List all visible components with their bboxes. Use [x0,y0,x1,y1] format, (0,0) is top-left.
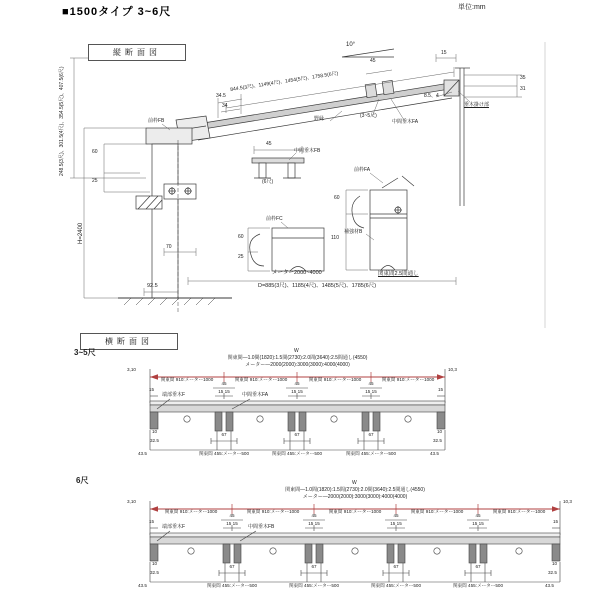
dim-32-5-corner: 32.5 [150,570,159,575]
sub-label-3-5: 3~5尺 [74,348,96,357]
dim-25-left: 25 [92,178,98,184]
label-front-frame-fa: 前枠FA [354,167,371,173]
dim-43-5-corner: 43.5 [430,451,439,456]
w-label-a: W [294,348,299,354]
dim-67: 67 [311,564,317,569]
dim-92-5: 92.5 [147,283,158,289]
segment-label: 関東間 910:メーター1000 [328,509,382,514]
dim-67: 67 [393,564,399,569]
dim-15-pair: 15 15 [472,521,484,526]
dim-60-fa: 60 [334,195,340,201]
dim-15-end: 15 [553,519,559,524]
dim-32-5-corner: 32.5 [433,438,442,443]
label-reinforcement: 補強材B [344,229,363,235]
dim-10-corner: 10 [552,561,558,566]
dim-25-fc: 25 [238,254,244,260]
dim-15-pair: 15 15 [308,521,320,526]
edge-left-a: 3,10 [127,367,136,372]
segment-label: 関東間 910:メーター1000 [381,377,435,382]
page-title: ■1500タイプ 3~6尺 [62,6,172,18]
meter-range: メーター2000~4000 [272,270,322,276]
dim-70: 70 [166,244,172,250]
dim-67: 67 [294,432,300,437]
span-label: 関東間 455:メーター500 [198,451,250,456]
section-box-longitudinal: 縦断面図 [88,44,186,61]
span-label: 関東間 455:メーター500 [271,451,323,456]
dim-15-pair: 15 15 [226,521,238,526]
dim-10-corner: 10 [152,429,158,434]
label-mid-rafter-fa: 中間垂木FA [392,119,419,125]
unit-note: 単位:mm [458,4,486,11]
kanto-note: 関東間2.5間通し [378,271,419,277]
label-front-frame-fb: 前枠FB [148,118,165,124]
segment-label: 関東間 910:メーター1000 [410,509,464,514]
dim-43-5-corner: 43.5 [138,583,147,588]
dim-45-slope: 45 [370,58,376,64]
w-label-b: W [352,480,357,486]
dim-32-5-corner: 32.5 [150,438,159,443]
dim-45: 45 [368,381,374,386]
dim-15-pair: 15 15 [291,389,303,394]
dim-45: 45 [311,513,317,518]
dim-34: 34 [222,103,228,109]
kanto-line-a: 関東間—1.0間(1820):1.5間(2730):2.0間(3640):2.5間通し(4550) [227,355,368,361]
kanto-line-b: 関東間—1.0間(1820):1.5間(2730):2.0間(3640):2.5間通し(4550) [285,487,425,493]
dim-60-fc: 60 [238,234,244,240]
segment-label: 関東間 910:メーター1000 [234,377,288,382]
dim-45-detail: 45 [266,141,272,147]
label-mid-rafter-a: 中間垂木FA [242,392,269,398]
slope-angle: 10° [346,42,356,48]
span-label: 関東間 455:メーター500 [206,583,258,588]
slope-dim: 844.5(3尺)、1149(4尺)、1454(5尺)、1758.5(6尺) [229,70,339,93]
dim-45: 45 [294,381,300,386]
sub-label-6: 6尺 [76,476,89,485]
label-end-rafter-a: 端部垂木F [162,392,186,398]
dim-60-left: 60 [92,149,98,155]
dim-67: 67 [475,564,481,569]
dim-15-pair: 15 15 [218,389,230,394]
dim-15-pair: 15 15 [365,389,377,394]
label-nobuchi: 野縁 [314,116,325,122]
label-taruki-kake: 垂木掛け部 [464,102,490,108]
label-end-rafter-b: 端部垂木F [162,524,186,530]
segment-label: 関東間 910:メーター1000 [492,509,546,514]
depth-dim: D=885(3尺)、1185(4尺)、1485(5尺)、1785(6尺) [258,283,377,289]
edge-left-b: 3,10 [127,499,136,504]
label-range-3-5: (3~5尺) [360,113,377,119]
dim-10-corner: 10 [437,429,443,434]
dim-34-5: 34.5 [216,93,226,99]
dim-45: 45 [393,513,399,518]
segment-label: 関東間 910:メーター1000 [246,509,300,514]
dim-31: 31 [520,86,526,92]
span-label: 関東間 455:メーター500 [288,583,340,588]
dim-10-corner: 10 [152,561,158,566]
dim-43-5-corner: 43.5 [138,451,147,456]
label-range-6: (6尺) [262,179,274,185]
span-label: 関東間 455:メーター500 [452,583,504,588]
segment-label: 関東間 910:メーター1000 [160,377,214,382]
dim-43-5-corner: 43.5 [545,583,554,588]
dim-15-end: 15 [149,519,155,524]
edge-right-a: 10,3 [448,367,457,372]
segment-label: 関東間 910:メーター1000 [308,377,362,382]
segment-label: 関東間 910:メーター1000 [164,509,218,514]
dim-15-end: 15 [149,387,155,392]
dim-15-pair: 15 15 [390,521,402,526]
span-label: 関東間 455:メーター500 [345,451,397,456]
dim-32-5-corner: 32.5 [548,570,557,575]
dim-45: 45 [221,381,227,386]
dim-15-end: 15 [438,387,444,392]
section-box-cross: 横断面図 [80,333,178,350]
label-mid-rafter-b: 中間垂木FB [248,524,275,530]
dim-45: 45 [475,513,481,518]
height-dim: H=2400 [78,222,84,244]
span-label: 関東間 455:メーター500 [370,583,422,588]
dim-67: 67 [221,432,227,437]
dim-110: 110 [331,235,339,241]
dim-67: 67 [368,432,374,437]
edge-right-b: 10,3 [563,499,572,504]
dim-15-top: 15 [441,50,447,56]
label-front-frame-fc: 前枠FC [266,216,283,222]
dim-35: 35 [520,75,526,81]
left-height-dim: 248.5(3尺)、301.5(4尺)、354.5(5尺)、407.5(6尺) [59,66,65,176]
label-mid-rafter-fb: 中間垂木FB [294,148,321,154]
dim-45: 45 [229,513,235,518]
meter-line-a: メーター—2000(2000):3000(3000):4000(4000) [245,362,350,368]
meter-line-b: メーター—2000(2000):3000(3000):4000(4000) [302,494,408,500]
dim-8-5-4: 8.5、4 [424,93,439,99]
dim-67: 67 [229,564,235,569]
